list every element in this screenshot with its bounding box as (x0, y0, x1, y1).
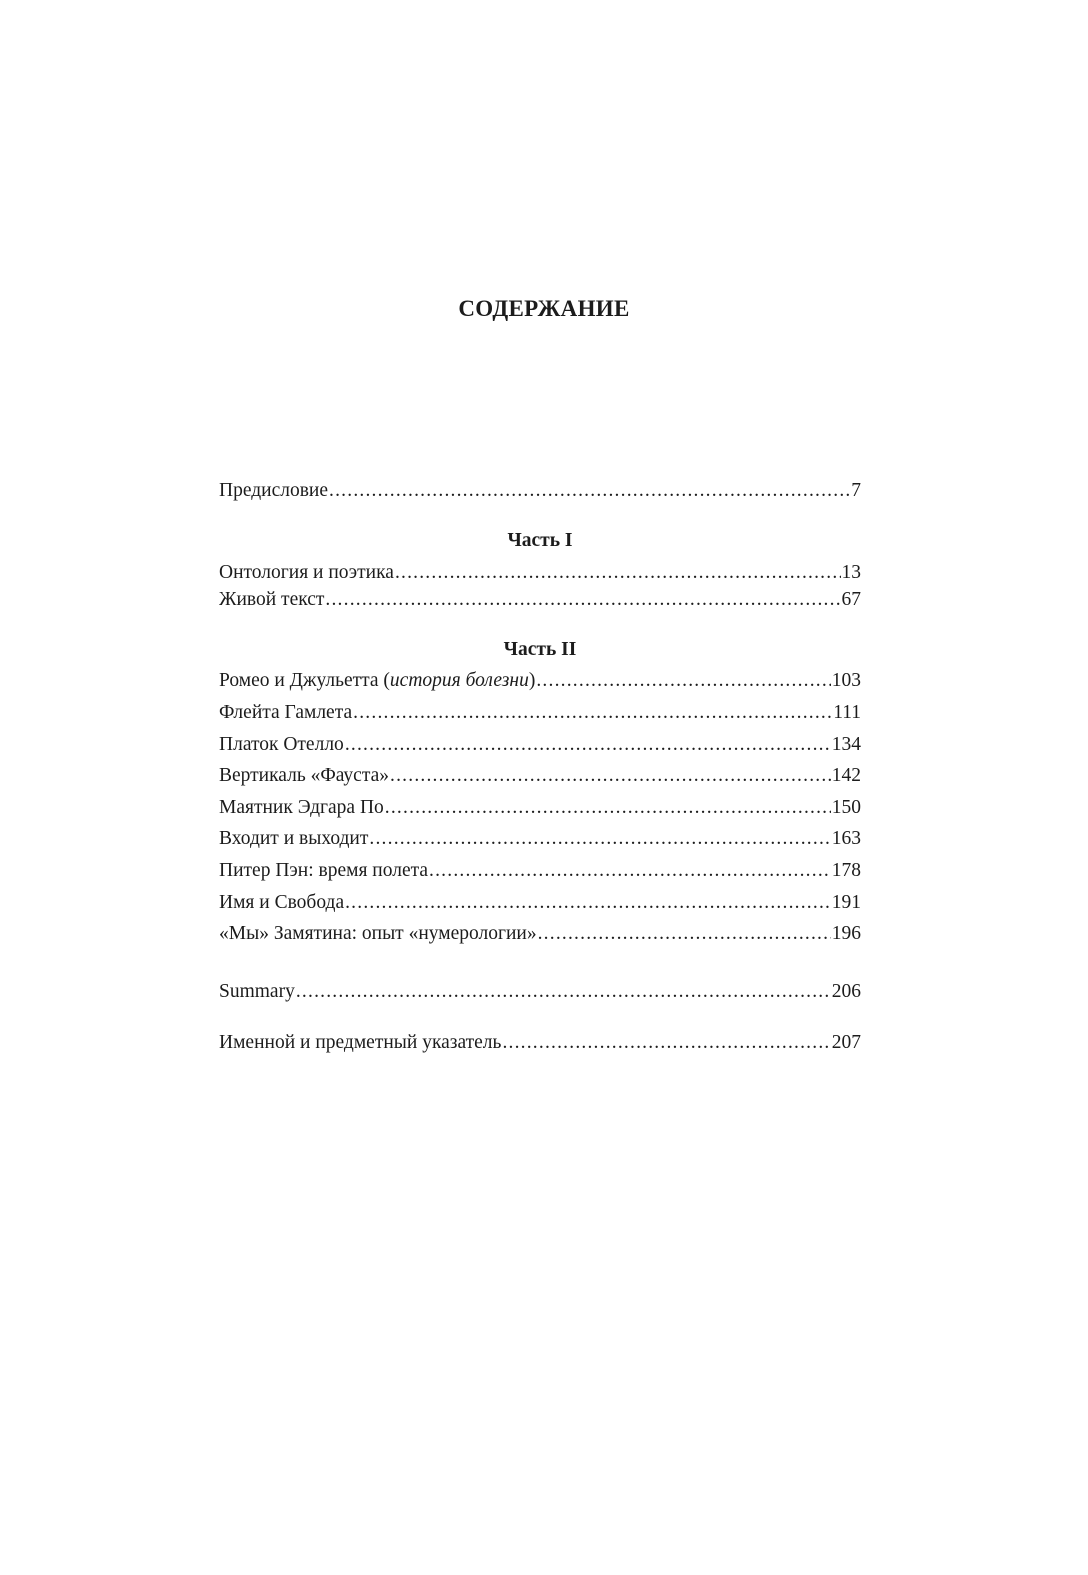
page-title: СОДЕРЖАНИЕ (458, 296, 630, 321)
toc-entry-title: Вертикаль «Фауста» (219, 765, 390, 786)
toc-entry-page: 206 (831, 981, 861, 1002)
toc-entry-title: Входит и выходит (219, 828, 369, 849)
toc-entry-page: 142 (831, 765, 861, 786)
toc-entry[interactable] (219, 587, 861, 613)
toc-entry-page: 207 (831, 1032, 861, 1053)
dot-leader (369, 826, 830, 852)
toc-entry-title: Платок Отелло (219, 734, 344, 755)
title-main: Ромео и Джульетта ( (219, 670, 390, 691)
title-italic: история болезни (389, 670, 529, 691)
dot-leader (395, 560, 841, 586)
toc-entry[interactable] (219, 795, 861, 821)
toc-entry-title: Маятник Эдгара По (219, 797, 384, 818)
dot-leader (429, 858, 831, 884)
toc-entry-page: 103 (831, 670, 861, 691)
toc-entry-page: 134 (831, 734, 861, 755)
toc-entry-page: 196 (831, 923, 861, 944)
dot-leader (345, 890, 831, 916)
toc-entry-index[interactable] (219, 1030, 861, 1056)
toc-entry-page: 7 (851, 480, 861, 501)
dot-leader (536, 668, 830, 694)
toc-entry-title: Питер Пэн: время полета (219, 860, 429, 881)
toc-entry[interactable] (219, 890, 861, 916)
toc-entry-page: 111 (833, 702, 861, 723)
toc-entry-preface[interactable] (219, 478, 861, 504)
toc-entry-title: Имя и Свобода (219, 892, 345, 913)
dot-leader (325, 587, 840, 613)
toc-entry-title: Summary (219, 981, 295, 1002)
toc-entry-page: 191 (831, 892, 861, 913)
toc-entry-title (219, 668, 535, 694)
toc-entry[interactable] (219, 560, 861, 586)
toc-entry-page: 163 (831, 828, 861, 849)
part-heading-2: Часть II (503, 639, 577, 660)
toc-entry-page: 13 (841, 562, 861, 583)
dot-leader (390, 763, 831, 789)
toc-entry[interactable] (219, 763, 861, 789)
toc-entry[interactable] (219, 858, 861, 884)
dot-leader (329, 478, 850, 504)
toc-entry-title: Онтология и поэтика (219, 562, 394, 583)
title-end: ) (528, 670, 536, 691)
dot-leader (538, 921, 831, 947)
toc-entry[interactable] (219, 668, 861, 694)
toc-entry-title: Флейта Гамлета (219, 702, 353, 723)
toc-entry-page: 178 (831, 860, 861, 881)
toc-entry-title: Предисловие (219, 480, 329, 501)
dot-leader (345, 732, 831, 758)
toc-entry-title: Живой текст (219, 589, 325, 610)
toc-entry[interactable] (219, 700, 861, 726)
part-heading-1: Часть I (507, 530, 573, 551)
toc-entry-summary[interactable] (219, 979, 861, 1005)
dot-leader (385, 795, 831, 821)
toc-entry-title: Именной и предметный указатель (219, 1032, 502, 1053)
toc-entry[interactable] (219, 826, 861, 852)
toc-entry-page: 67 (841, 589, 861, 610)
dot-leader (296, 979, 831, 1005)
dot-leader (353, 700, 832, 726)
toc-entry[interactable] (219, 732, 861, 758)
toc-entry[interactable] (219, 921, 861, 947)
toc-entry-title: «Мы» Замятина: опыт «нумерологии» (219, 923, 537, 944)
dot-leader (502, 1030, 830, 1056)
toc-entry-page: 150 (831, 797, 861, 818)
